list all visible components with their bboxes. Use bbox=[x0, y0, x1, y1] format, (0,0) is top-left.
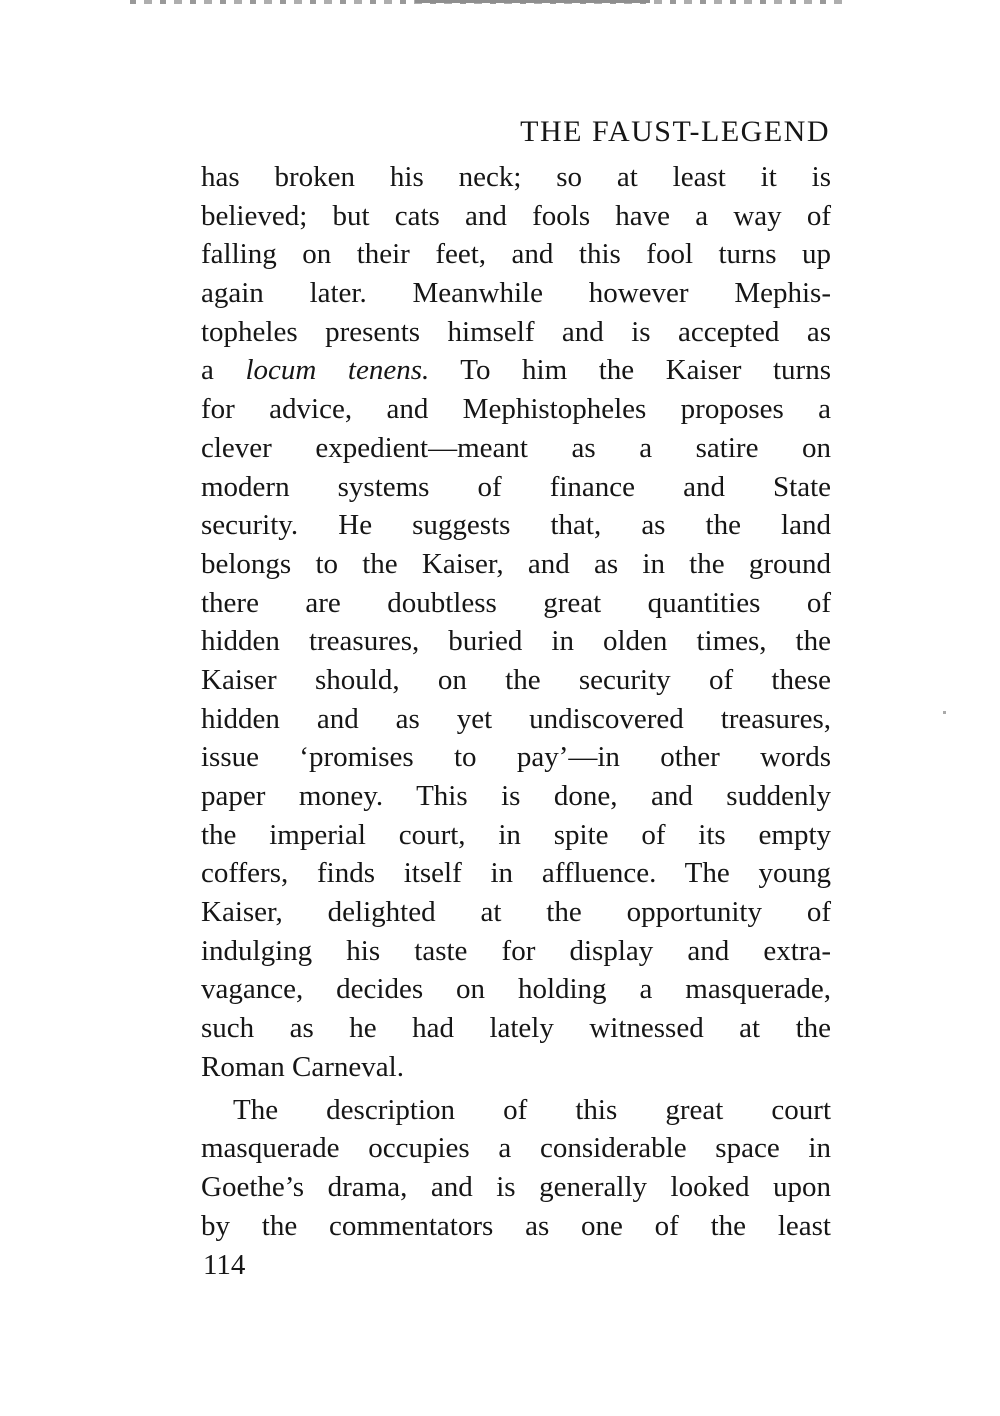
running-title: THE FAUST-LEGEND bbox=[520, 115, 830, 148]
body-text bbox=[201, 158, 831, 1245]
text-line: believed; but cats and fools have a way of bbox=[201, 199, 831, 232]
text-line: such as he had lately witnessed at the bbox=[201, 1012, 831, 1045]
text-line: has broken his neck; so at least it is bbox=[201, 161, 831, 193]
text-line: issue ‘promises to pay’—in other words bbox=[201, 741, 831, 774]
text-line: Kaiser should, on the security of these bbox=[201, 663, 831, 696]
text-line: Kaiser, delighted at the opportunity of bbox=[201, 896, 831, 929]
text-line: paper money. This is done, and suddenly bbox=[201, 780, 831, 812]
text-line: again later. Meanwhile however Mephis- bbox=[201, 277, 831, 310]
text-line: The description of this great court bbox=[233, 1093, 831, 1126]
text-fragment: To him the Kaiser turns bbox=[460, 354, 832, 387]
text-line-with-italic bbox=[201, 351, 831, 390]
scan-edge-bar bbox=[415, 0, 650, 3]
scan-speck bbox=[943, 711, 946, 714]
text-line: belongs to the Kaiser, and as in the ground bbox=[201, 547, 831, 580]
text-line: topheles presents himself and is accepted as bbox=[201, 315, 831, 348]
text-line: for advice, and Mephistopheles proposes a bbox=[201, 393, 831, 426]
text-line: by the commentators as one of the least bbox=[201, 1209, 831, 1242]
text-line: there are doubtless great quantities of bbox=[201, 586, 831, 619]
text-line: the imperial court, in spite of its empty bbox=[201, 818, 831, 851]
text-fragment: a bbox=[201, 354, 214, 387]
text-line: Roman Carneval. bbox=[201, 1050, 404, 1083]
text-line: hidden treasures, buried in olden times, the bbox=[201, 625, 831, 658]
text-line: Goethe’s drama, and is generally looked upon bbox=[201, 1170, 831, 1203]
page-number: 114 bbox=[203, 1249, 246, 1281]
text-line: masquerade occupies a considerable space in bbox=[201, 1132, 831, 1165]
text-line: vagance, decides on holding a masquerade, bbox=[201, 973, 831, 1006]
text-line: hidden and as yet undiscovered treasures, bbox=[201, 702, 831, 735]
scan-edge-artifact bbox=[130, 0, 845, 4]
italic-phrase: locum tenens. bbox=[245, 354, 430, 387]
text-line: modern systems of finance and State bbox=[201, 470, 831, 503]
text-line: indulging his taste for display and extra- bbox=[201, 934, 831, 967]
text-line: clever expedient—meant as a satire on bbox=[201, 431, 831, 464]
text-line: falling on their feet, and this fool turns up bbox=[201, 238, 831, 271]
text-line: coffers, finds itself in affluence. The young bbox=[201, 857, 831, 890]
text-line: security. He suggests that, as the land bbox=[201, 509, 831, 542]
